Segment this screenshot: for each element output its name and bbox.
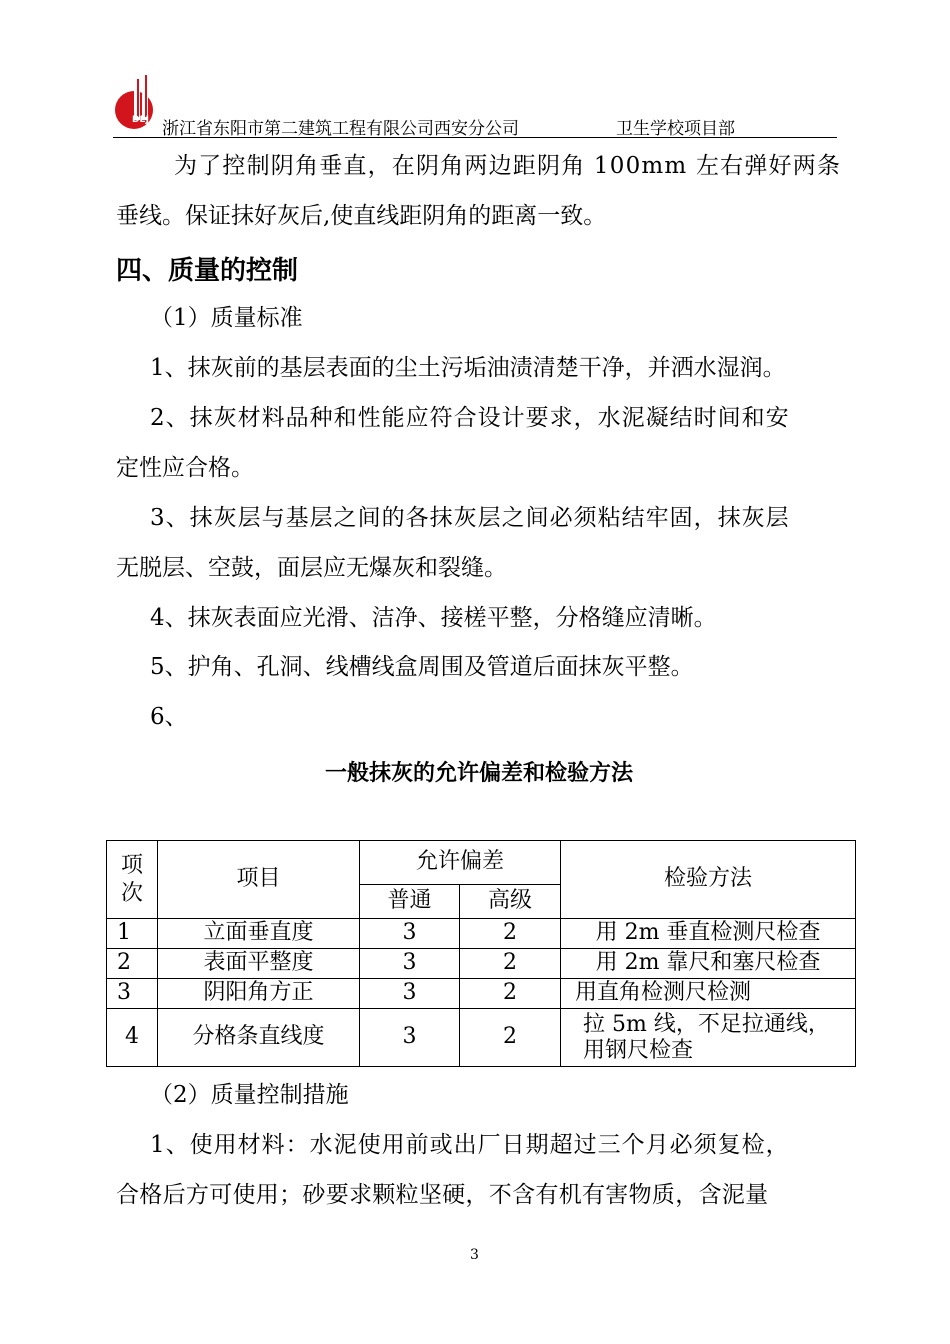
row-method-line-1: 拉 5m 线，不足拉通线， [583, 1012, 830, 1038]
standard-item-5: 5、护角、孔洞、线槽线盒周围及管道后面抹灰平整。 [150, 654, 694, 680]
row-high: 2 [460, 1009, 561, 1067]
table-row [107, 949, 856, 979]
header-normal: 普通 [360, 885, 460, 919]
row-high: 2 [460, 949, 561, 979]
subheading-quality-measures: （2）质量控制措施 [150, 1082, 349, 1108]
standard-item-2-line-2: 定性应合格。 [116, 455, 254, 481]
row-normal: 3 [360, 979, 460, 1009]
project-name: 卫生学校项目部 [616, 119, 735, 139]
company-name: 浙江省东阳市第二建筑工程有限公司西安分公司 [162, 119, 519, 139]
header-tolerance: 允许偏差 [360, 841, 561, 885]
standard-item-1: 1、抹灰前的基层表面的尘土污垢油渍清楚干净，并洒水湿润。 [150, 355, 786, 381]
header-item: 项目 [158, 841, 360, 919]
row-item: 立面垂直度 [158, 919, 360, 949]
standard-item-3-line-2: 无脱层、空鼓，面层应无爆灰和裂缝。 [116, 555, 507, 581]
row-item: 阴阳角方正 [158, 979, 360, 1009]
standard-item-4: 4、抹灰表面应光滑、洁净、接槎平整，分格缝应清晰。 [150, 605, 717, 631]
measure-item-1-line-2: 合格后方可使用；砂要求颗粒坚硬，不含有机有害物质，含泥量 [116, 1182, 769, 1208]
section-heading: 四、质量的控制 [116, 256, 299, 286]
subheading-quality-standard: （1）质量标准 [150, 305, 303, 331]
row-method: 用 2m 垂直检测尺检查 [561, 919, 856, 949]
row-high: 2 [460, 979, 561, 1009]
row-item: 分格条直线度 [158, 1009, 360, 1067]
measure-item-1-line-1: 1、使用材料：水泥使用前或出厂日期超过三个月必须复检， [150, 1132, 790, 1158]
intro-line-1: 为了控制阴角垂直，在阴角两边距阴角 100mm 左右弹好两条 [174, 153, 842, 179]
row-item: 表面平整度 [158, 949, 360, 979]
row-method: 用直角检测尺检测 [561, 979, 856, 1009]
table-title: 一般抹灰的允许偏差和检验方法 [325, 761, 634, 786]
row-method: 用 2m 靠尺和塞尺检查 [561, 949, 856, 979]
row-no: 1 [107, 919, 158, 949]
table-row [107, 1009, 856, 1067]
row-normal: 3 [360, 949, 460, 979]
row-method [561, 1009, 856, 1067]
table-header-row [107, 841, 856, 885]
row-no: 4 [107, 1009, 158, 1067]
header-no: 项次 [107, 841, 158, 919]
standard-item-6: 6、 [150, 704, 188, 730]
header-divider [113, 137, 837, 138]
row-normal: 3 [360, 919, 460, 949]
table-row [107, 919, 856, 949]
tolerance-table [106, 840, 856, 1067]
company-logo [110, 70, 166, 130]
logo-text: DEJ [132, 115, 149, 125]
header-method: 检验方法 [561, 841, 856, 919]
page-number: 3 [470, 1247, 479, 1263]
row-high: 2 [460, 919, 561, 949]
standard-item-3-line-1: 3、抹灰层与基层之间的各抹灰层之间必须粘结牢固，抹灰层 [150, 505, 790, 531]
row-no: 3 [107, 979, 158, 1009]
intro-line-2: 垂线。保证抹好灰后,使直线距阴角的距离一致。 [116, 203, 607, 229]
standard-item-2-line-1: 2、抹灰材料品种和性能应符合设计要求，水泥凝结时间和安 [150, 405, 790, 431]
row-normal: 3 [360, 1009, 460, 1067]
table-row [107, 979, 856, 1009]
header-high: 高级 [460, 885, 561, 919]
row-method-line-2: 用钢尺检查 [583, 1037, 694, 1063]
row-no: 2 [107, 949, 158, 979]
